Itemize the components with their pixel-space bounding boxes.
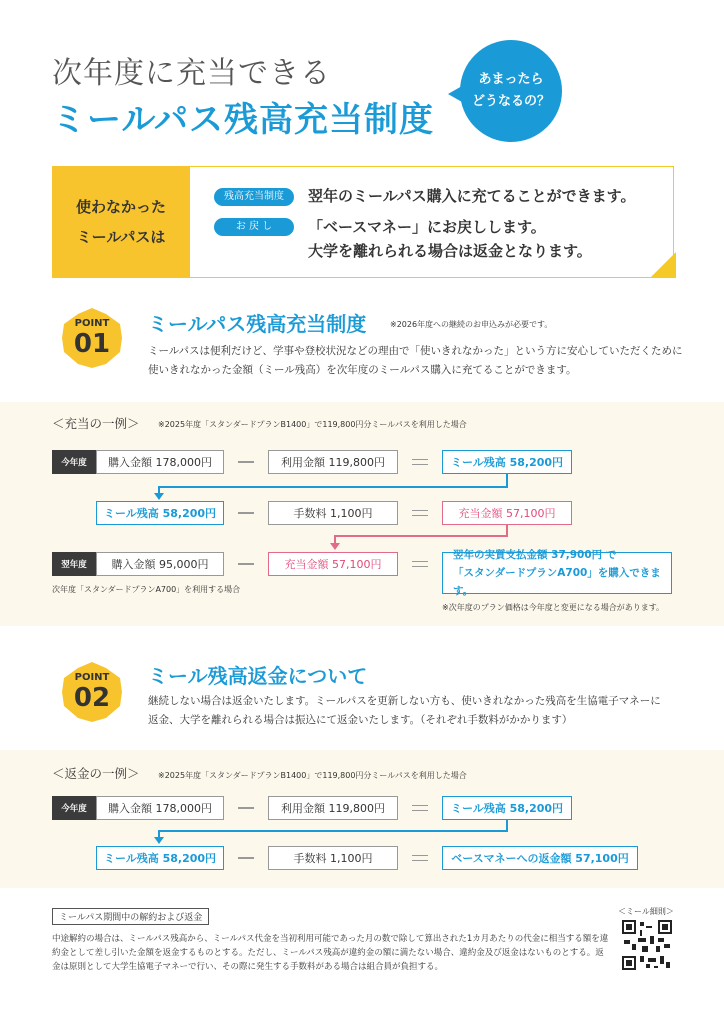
example-1-title: ＜充当の一例＞ (52, 416, 140, 431)
equals-sign (412, 855, 428, 861)
summary-corner-decoration (650, 252, 676, 278)
year-tag-current: 今年度 (52, 796, 96, 820)
point-02-title: ミール残高返金について (148, 664, 368, 688)
minus-sign (238, 857, 254, 859)
connector-line (334, 535, 508, 537)
refund-amount-box: ベースマネーへの返金額 57,100円 (442, 846, 638, 870)
minus-sign (238, 807, 254, 809)
cancellation-terms-text: 中途解約の場合は、ミールパス残高から、ミールパス代金を当初利用可能であった月の数で除して算出された1カ月あたりの代金に相当する額を違約金として差し引いた金額を返金するものとする。ただし、ミールパス残高が違約金の額に満たない場合、違約金及び返金はないものとする。返金は原則として大学生協電子マネーで行い、その際に発生する手数料がある場合は組合員が負担する。 (52, 934, 609, 972)
qr-code-icon[interactable] (622, 920, 672, 970)
point-01-badge (60, 306, 124, 370)
point-02-body2: 返金、大学を離れられる場合は振込にて返金いたします。（それぞれ手数料がかかります） (148, 714, 573, 726)
summary-text-carryover: 翌年のミールパス購入に充てることができます。 (308, 187, 636, 205)
arrow-down-icon (330, 543, 340, 550)
carried-balance-box: ミール残高 58,200円 (96, 846, 224, 870)
qr-label: ＜ミール細則＞ (618, 907, 674, 916)
arrow-down-icon (154, 493, 164, 500)
purchase-amount-box: 購入金額 178,000円 (96, 450, 224, 474)
next-purchase-box: 購入金額 95,000円 (96, 552, 224, 576)
applied-amount-box: 充当金額 57,100円 (442, 501, 572, 525)
carried-balance-box: ミール残高 58,200円 (96, 501, 224, 525)
page-title-line2: ミールパス残高充当制度 (52, 100, 434, 140)
year-tag-next: 翌年度 (52, 552, 96, 576)
point-02-number: 02 (73, 683, 111, 713)
point-02-label: POINT (74, 672, 110, 683)
minus-sign (238, 563, 254, 565)
pill-carryover: 残高充当制度 (214, 188, 294, 206)
next-year-plan-note: 次年度「スタンダードプランA700」を利用する場合 (52, 585, 241, 594)
point-01-body2: 使いきれなかった金額（ミール残高）を次年度のミールパス購入に充てることができます。 (148, 364, 577, 376)
bubble-line2: どうなるの？ (471, 94, 550, 109)
point-01-label: POINT (74, 318, 110, 329)
equals-sign (412, 510, 428, 516)
point-01-body1: ミールパスは便利だけど、学事や登校状況などの理由で「使いきれなかった」という方に安心していただくために (148, 345, 683, 357)
result-box (442, 549, 672, 597)
balance-box: ミール残高 58,200円 (442, 450, 572, 474)
summary-text-return-a: 「ベースマネー」にお戻しします。 (308, 218, 546, 236)
summary-label (52, 166, 190, 278)
summary-text-return-b: 大学を離れられる場合は返金となります。 (308, 242, 592, 260)
balance-box: ミール残高 58,200円 (442, 796, 572, 820)
question-bubble (460, 40, 562, 142)
equals-sign (412, 805, 428, 811)
used-amount-box: 利用金額 119,800円 (268, 796, 398, 820)
cancellation-section-label: ミールパス期間中の解約および返金 (52, 908, 209, 925)
summary-label-line2: ミールパスは (76, 228, 166, 246)
point-02-badge (60, 660, 124, 724)
price-change-note: ※次年度のプラン価格は今年度と変更になる場合があります。 (442, 603, 665, 612)
next-applied-box: 充当金額 57,100円 (268, 552, 398, 576)
fee-box: 手数料 1,100円 (268, 501, 398, 525)
point-01-note: ※2026年度への継続のお申込みが必要です。 (390, 320, 553, 329)
connector-line (158, 486, 508, 488)
minus-sign (238, 512, 254, 514)
page-title-line1: 次年度に充当できる (52, 56, 331, 91)
arrow-down-icon (154, 837, 164, 844)
bubble-line1: あまったら (478, 72, 544, 87)
pill-return: お 戻 し (214, 218, 294, 236)
fee-box: 手数料 1,100円 (268, 846, 398, 870)
equals-sign (412, 459, 428, 465)
purchase-amount-box: 購入金額 178,000円 (96, 796, 224, 820)
example-1-note: ※2025年度「スタンダードプランB1400」で119,800円分ミールパスを利用した場合 (158, 420, 467, 429)
used-amount-box: 利用金額 119,800円 (268, 450, 398, 474)
connector-line (158, 830, 508, 832)
minus-sign (238, 461, 254, 463)
result-line2: 「スタンダードプランA700」を購入できます。 (453, 567, 661, 597)
result-line1: 翌年の実質支払金額 37,900円 で (453, 549, 617, 561)
example-2-note: ※2025年度「スタンダードプランB1400」で119,800円分ミールパスを利用した場合 (158, 771, 467, 780)
example-2-title: ＜返金の一例＞ (52, 766, 140, 781)
point-01-number: 01 (73, 329, 111, 359)
summary-label-line1: 使わなかった (75, 198, 166, 216)
equals-sign (412, 561, 428, 567)
point-01-title: ミールパス残高充当制度 (148, 312, 367, 336)
point-02-body1: 継続しない場合は返金いたします。ミールパスを更新しない方も、使いきれなかった残高を生協電子マネーに (148, 695, 661, 707)
year-tag-current: 今年度 (52, 450, 96, 474)
